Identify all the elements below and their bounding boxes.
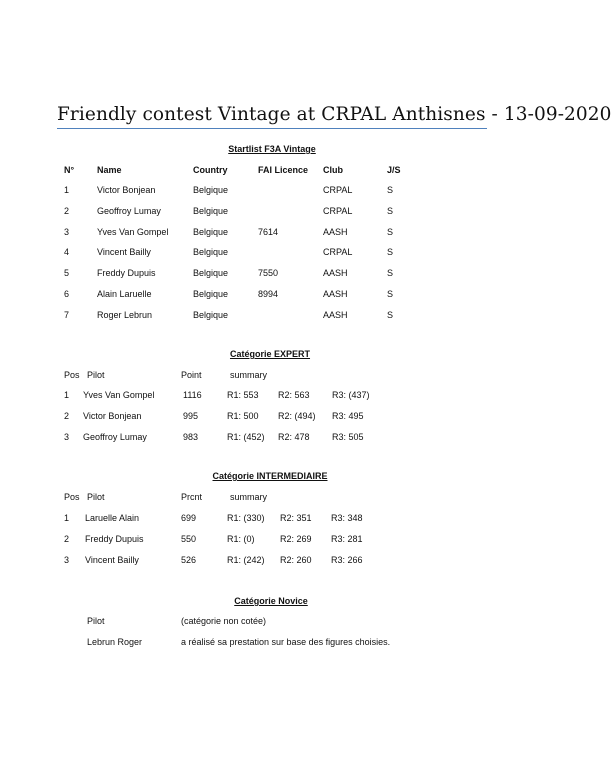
cell-r2: R2: 563 (278, 390, 310, 400)
title-underline (57, 128, 487, 129)
cell-points: 1116 (183, 390, 202, 400)
novice-heading: Catégorie Novice (234, 596, 308, 606)
cell-pilot: Victor Bonjean (83, 411, 142, 421)
cell-prcnt: 699 (181, 513, 197, 523)
novice-remark: a réalisé sa prestation sur base des figures choisies. (181, 637, 391, 647)
cell-js: S (387, 309, 394, 320)
intermediaire-heading: Catégorie INTERMEDIAIRE (212, 471, 328, 481)
cell-js: S (387, 289, 394, 299)
cell-r2: R2: 269 (280, 534, 312, 545)
col-number: N° (64, 165, 75, 175)
cell-club: AASH (323, 226, 348, 237)
expert-heading: Catégorie EXPERT (229, 349, 311, 359)
cell-fai-licence: 8994 (258, 289, 279, 299)
cell-club: CRPAL (323, 185, 353, 195)
col-pos: Pos (64, 492, 80, 502)
col-pilot: Pilot (87, 492, 105, 502)
cell-pilot: Yves Van Gompel (83, 390, 155, 400)
col-summary: summary (230, 492, 268, 502)
col-summary: summary (230, 370, 268, 380)
cell-pilot: Laruelle Alain (85, 513, 140, 523)
startlist-heading: Startlist F3A Vintage (228, 144, 316, 154)
cell-number: 5 (64, 268, 70, 279)
novice-pilot-name: Lebrun Roger (87, 637, 143, 647)
cell-js: S (387, 226, 394, 237)
cell-club: AASH (323, 289, 348, 299)
cell-pilot: Geoffroy Lumay (83, 432, 147, 442)
cell-name: Freddy Dupuis (97, 268, 156, 279)
cell-points: 995 (183, 411, 199, 421)
cell-number: 3 (64, 226, 70, 237)
cell-r3: R3: 348 (331, 513, 363, 523)
cell-r3: R3: 266 (331, 555, 363, 566)
cell-r3: R3: (437) (332, 390, 370, 400)
col-js: J/S (387, 165, 401, 175)
page-title: Friendly contest Vintage at CRPAL Anthisnes - 13-09-2020 (57, 104, 612, 125)
cell-pos: 2 (64, 411, 70, 421)
cell-country: Belgique (193, 247, 229, 258)
cell-number: 2 (64, 205, 70, 216)
cell-js: S (387, 205, 394, 216)
cell-prcnt: 550 (181, 534, 197, 545)
cell-country: Belgique (193, 185, 229, 195)
cell-js: S (387, 185, 394, 195)
cell-pos: 3 (64, 555, 70, 566)
cell-pos: 3 (64, 432, 70, 442)
cell-fai-licence: 7550 (258, 268, 279, 279)
cell-pos: 1 (64, 513, 70, 523)
cell-name: Roger Lebrun (97, 309, 153, 320)
cell-number: 1 (64, 185, 70, 195)
cell-r1: R1: (330) (227, 513, 265, 523)
cell-name: Alain Laruelle (97, 289, 152, 299)
cell-name: Geoffroy Lumay (97, 205, 161, 216)
cell-js: S (387, 268, 394, 279)
cell-js: S (387, 247, 394, 258)
cell-r2: R2: (494) (278, 411, 316, 421)
col-fai-licence: FAI Licence (258, 165, 309, 175)
cell-country: Belgique (193, 268, 229, 279)
cell-number: 6 (64, 289, 70, 299)
cell-pos: 1 (64, 390, 70, 400)
cell-r1: R1: (452) (227, 432, 265, 442)
cell-country: Belgique (193, 226, 229, 237)
cell-fai-licence: 7614 (258, 226, 279, 237)
cell-pos: 2 (64, 534, 70, 545)
cell-r2: R2: 351 (280, 513, 312, 523)
col-club: Club (323, 165, 343, 175)
novice-note: (catégorie non cotée) (181, 616, 267, 626)
cell-r2: R2: 260 (280, 555, 312, 566)
cell-name: Victor Bonjean (97, 185, 156, 195)
col-prcnt: Prcnt (181, 492, 203, 502)
cell-club: CRPAL (323, 205, 353, 216)
cell-number: 7 (64, 309, 70, 320)
cell-r1: R1: 553 (227, 390, 259, 400)
cell-r1: R1: (242) (227, 555, 265, 566)
cell-name: Yves Van Gompel (97, 226, 169, 237)
cell-country: Belgique (193, 289, 229, 299)
cell-r2: R2: 478 (278, 432, 310, 442)
cell-country: Belgique (193, 205, 229, 216)
cell-club: AASH (323, 309, 348, 320)
cell-r3: R3: 495 (332, 411, 364, 421)
cell-club: AASH (323, 268, 348, 279)
col-name: Name (97, 165, 122, 175)
novice-pilot-label: Pilot (87, 616, 105, 626)
cell-r3: R3: 505 (332, 432, 364, 442)
col-pilot: Pilot (87, 370, 105, 380)
cell-r3: R3: 281 (331, 534, 363, 545)
cell-number: 4 (64, 247, 70, 258)
col-pos: Pos (64, 370, 80, 380)
cell-r1: R1: 500 (227, 411, 259, 421)
cell-points: 983 (183, 432, 199, 442)
cell-pilot: Vincent Bailly (85, 555, 139, 566)
cell-country: Belgique (193, 309, 229, 320)
cell-r1: R1: (0) (227, 534, 255, 545)
cell-name: Vincent Bailly (97, 247, 151, 258)
cell-prcnt: 526 (181, 555, 197, 566)
col-point: Point (181, 370, 202, 380)
cell-pilot: Freddy Dupuis (85, 534, 144, 545)
cell-club: CRPAL (323, 247, 353, 258)
col-country: Country (193, 165, 228, 175)
